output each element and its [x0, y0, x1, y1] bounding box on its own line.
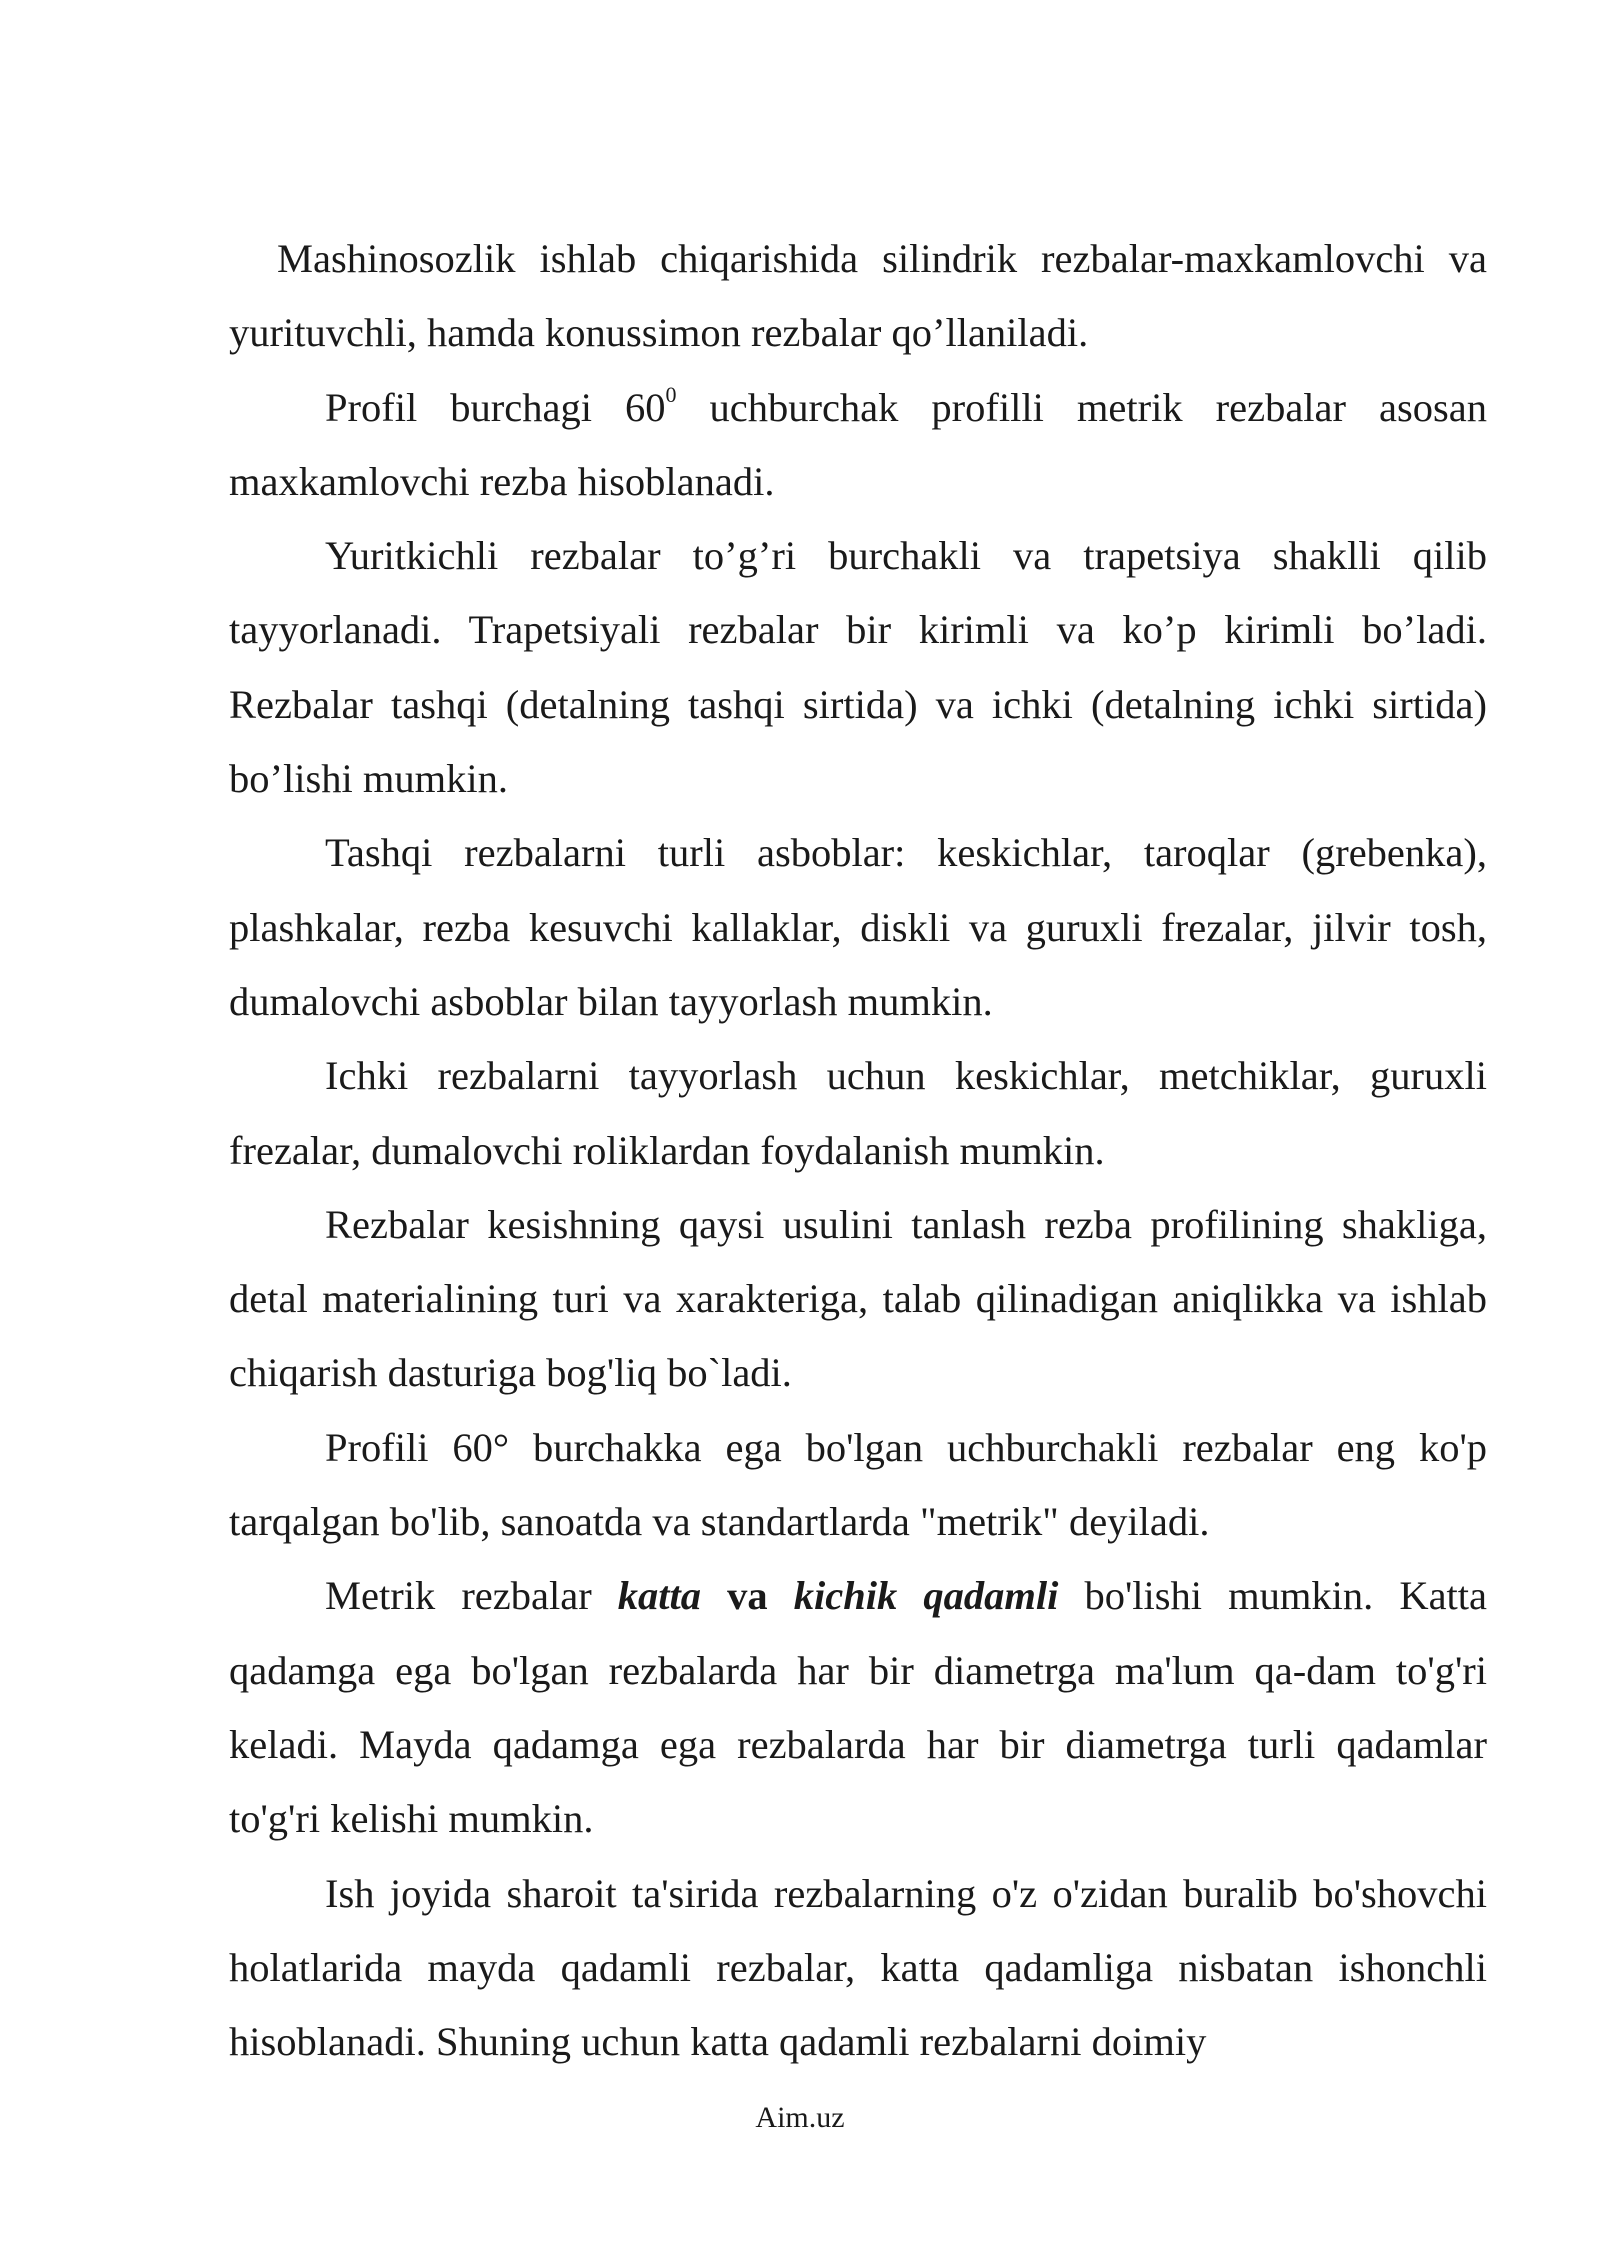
paragraph-6: Rezbalar kesishning qaysi usulini tanlash rezba profilining shakliga, detal materialining turi va xarakteriga, talab qilinadigan aniqlikka va ishlab chiqarish dasturiga bog'liq bo`ladi. — [229, 1201, 1487, 1396]
paragraph-2-text-after: uchburchak profilli metrik rezbalar asosan maxkamlovchi rezba hisoblanadi. — [229, 384, 1487, 504]
paragraph-1: Mashinosozlik ishlab chiqarishida silindrik rezbalar-maxkamlovchi va yurituvchli, hamda konussimon rezbalar qo’llaniladi. — [229, 236, 1487, 356]
page-footer: Aim.uz — [755, 2101, 845, 2134]
superscript-degree: 0 — [665, 382, 677, 408]
paragraph-5: Ichki rezbalarni tayyorlash uchun keskichlar, metchiklar, guruxli frezalar, dumalovchi roliklardan foydalanish mumkin. — [229, 1053, 1487, 1173]
paragraph-7: Profili 60° burchakka ega bo'lgan uchburchakli rezbalar eng ko'p tarqalgan bo'lib, sanoatda va standartlarda "metrik" deyiladi. — [229, 1424, 1487, 1545]
emphasis-kichik-qadamli: kichik qadamli — [793, 1573, 1059, 1619]
emphasis-va: va — [701, 1573, 794, 1619]
paragraph-9: Ish joyida sharoit ta'sirida rezbalarning o'z o'zidan buralib bo'shovchi holatlarida mayda qadamli rezbalar, katta qadamliga nisbatan ishonchli hisoblanadi. Shuning uchun katta qadamli rezbalarni doimiy — [229, 1870, 1487, 2065]
paragraph-8-text-after: bo'lishi mumkin. Katta qadamga ega bo'lgan rezbalarda har bir diametrga ma'lum qa-dam to'g'ri keladi. Mayda qadamga ega rezbalarda har bir diametrga turli qadamlar to'g'ri kelishi mumkin. — [229, 1573, 1488, 1842]
paragraph-8 — [229, 1559, 1487, 1856]
paragraph-4: Tashqi rezbalarni turli asboblar: keskichlar, taroqlar (grebenka), plashkalar, rezba kesuvchi kallaklar, diskli va guruxli frezalar, jilvir tosh, dumalovchi asboblar bilan tayyorlash mumkin. — [229, 830, 1487, 1024]
emphasis-katta: katta — [617, 1573, 702, 1619]
document-body — [229, 222, 1487, 2079]
paragraph-8-text-before: Metrik rezbalar — [325, 1573, 618, 1619]
paragraph-2 — [229, 371, 1487, 520]
paragraph-2-text-before: Profil burchagi 60 — [325, 384, 666, 430]
paragraph-3: Yuritkichli rezbalar to’g’ri burchakli va trapetsiya shaklli qilib tayyorlanadi. Trapetsiyali rezbalar bir kirimli va ko’p kirimli bo’ladi. Rezbalar tashqi (detalning tashqi sirtida) va ichki (detalning ichki sirtida) bo’lishi mumkin. — [229, 533, 1487, 802]
